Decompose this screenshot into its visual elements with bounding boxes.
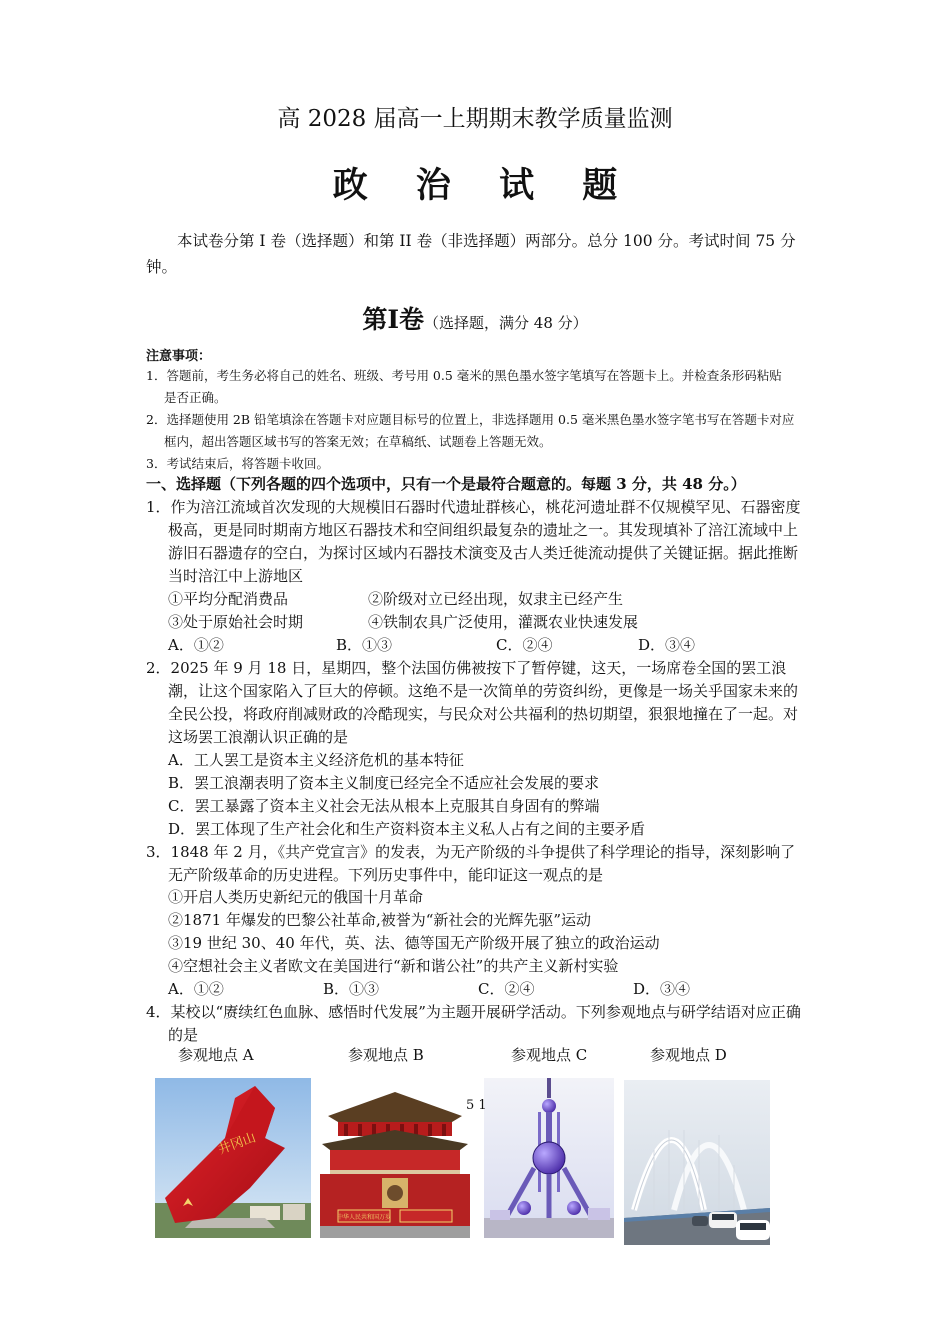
part-one-subtitle: （选择题，满分 48 分）: [424, 314, 588, 332]
choice-a[interactable]: A．工人罢工是资本主义经济危机的基本特征: [168, 751, 464, 769]
statement-item: ③19 世纪 30、40 年代，英、法、德等国无产阶级开展了独立的政治运动: [168, 934, 660, 952]
photo-caption-c: 参观地点 C: [511, 1046, 588, 1064]
choice-b[interactable]: B．罢工浪潮表明了资本主义制度已经完全不适应社会发展的要求: [168, 774, 600, 792]
question-1-choices: [168, 634, 695, 657]
notice-item: [146, 453, 806, 475]
question-3-choices: [168, 978, 690, 1001]
notice-item: [146, 365, 806, 409]
statement-item: ③处于原始社会时期: [168, 613, 304, 631]
question-stem: 3．1848 年 2 月，《共产党宣言》的发表，为无产阶级的斗争提供了科学理论的指导，深刻影响了无产阶级革命的历史进程。下列历史事件中，能印证这一观点的是: [146, 843, 796, 884]
question-2: [146, 657, 806, 749]
question-1-items-row: [168, 588, 623, 611]
choice-c[interactable]: C．②④: [478, 980, 535, 998]
tiananmen-image: [320, 1078, 470, 1238]
photo-bridge: [624, 1080, 770, 1245]
statement-item: ④铁制农具广泛使用，灌溉农业快速发展: [368, 613, 639, 631]
section-one-heading: 一、选择题（下列各题的四个选项中，只有一个是最符合题意的。每题 3 分，共 48 分。）: [146, 475, 746, 493]
notice-line: 1．答题前，考生务必将自己的姓名、班级、考号用 0.5 毫米的黑色墨水签字笔填写在答题卡上。并检查条形码粘贴: [146, 368, 782, 383]
notice-line-continued: 是否正确。: [164, 390, 227, 405]
statement-item: ④空想社会主义者欧文在美国进行“新和谐公社”的共产主义新村实验: [168, 957, 619, 975]
exam-title: 高 2028 届高一上期期末教学质量监测: [277, 106, 673, 132]
statement-item: ②1871 年爆发的巴黎公社革命,被誉为“新社会的光辉先驱”运动: [168, 911, 592, 929]
choice-a[interactable]: A．①②: [168, 636, 224, 654]
choice-d[interactable]: D．③④: [633, 980, 691, 998]
statement-item: ①平均分配消费品: [168, 590, 289, 608]
bridge-image: [624, 1080, 770, 1245]
question-1: [146, 496, 806, 588]
choice-a[interactable]: A．①②: [168, 980, 224, 998]
photo-caption-b: 参观地点 B: [348, 1046, 424, 1064]
choice-d[interactable]: D．罢工体现了生产社会化和生产资料资本主义私人占有之间的主要矛盾: [168, 820, 646, 838]
notice-line-continued: 框内，超出答题区域书写的答案无效；在草稿纸、试题卷上答题无效。: [164, 434, 552, 449]
pearl-tower-image: [484, 1078, 614, 1238]
part-one-heading: [0, 300, 950, 336]
choice-b[interactable]: B．①③: [336, 636, 393, 654]
photo-pearl-tower: [484, 1078, 614, 1238]
notice-title: 注意事项：: [146, 349, 212, 364]
choice-c[interactable]: C．罢工暴露了资本主义社会无法从根本上克服其自身固有的弊端: [168, 797, 600, 815]
subject-title: 政 治 试 题: [332, 165, 636, 206]
question-stem: 4．某校以“赓续红色血脉、感悟时代发展”为主题开展研学活动。下列参观地点与研学结语对应正确的是: [146, 1003, 801, 1044]
page-number-fragment: 5 1: [466, 1098, 487, 1113]
sculpture-inscription: 井冈山: [216, 1130, 259, 1158]
question-stem: 2．2025 年 9 月 18 日，星期四，整个法国仿佛被按下了暂停键，这天，一场席卷全国的罢工浪潮，让这个国家陷入了巨大的停顿。这绝不是一次简单的劳资纠纷，更像是一场关乎国家未来的全民公投，将政府削减财政的冷酷现实，与民众对公共福利的热切期望，狠狠地撞在了一起。对这场罢工浪潮认识正确的是: [146, 659, 799, 746]
choice-d[interactable]: D．③④: [638, 636, 696, 654]
question-1-items-row: [168, 611, 638, 634]
photo-caption-a: 参观地点 A: [178, 1046, 254, 1064]
question-3: [146, 841, 806, 887]
jinggangshan-sculpture-image: [155, 1078, 311, 1238]
question-4: [146, 1001, 806, 1047]
question-stem: 1．作为涪江流域首次发现的大规模旧石器时代遗址群核心，桃花河遗址群不仅规模罕见、石器密度极高，更是同时期南方地区石器技术和空间组织最复杂的遗址之一。其发现填补了涪江流域中上游旧石器遗存的空白，为探讨区域内石器技术演变及古人类迁徙流动提供了关键证据。据此推断当时涪江中上游地区: [146, 498, 801, 585]
photo-jinggangshan-sculpture: [155, 1078, 311, 1238]
choice-c[interactable]: C．②④: [496, 636, 553, 654]
banner-text: 中华人民共和国万岁: [336, 1214, 392, 1221]
choice-b[interactable]: B．①③: [323, 980, 380, 998]
notice-item: [146, 409, 806, 453]
statement-item: ②阶级对立已经出现，奴隶主已经产生: [368, 590, 624, 608]
part-one-title: 第Ⅰ卷: [362, 305, 425, 334]
statement-item: ①开启人类历史新纪元的俄国十月革命: [168, 888, 424, 906]
exam-intro: 本试卷分第 I 卷（选择题）和第 II 卷（非选择题）两部分。总分 100 分。考试时间 75 分钟。: [146, 232, 796, 276]
notice-line: 3．考试结束后，将答题卡收回。: [146, 456, 329, 471]
photo-tiananmen: [320, 1078, 470, 1238]
photo-caption-d: 参观地点 D: [650, 1046, 727, 1064]
notice-line: 2．选择题使用 2B 铅笔填涂在答题卡对应题目标号的位置上，非选择题用 0.5 毫米黑色墨水签字笔书写在答题卡对应: [146, 412, 795, 427]
